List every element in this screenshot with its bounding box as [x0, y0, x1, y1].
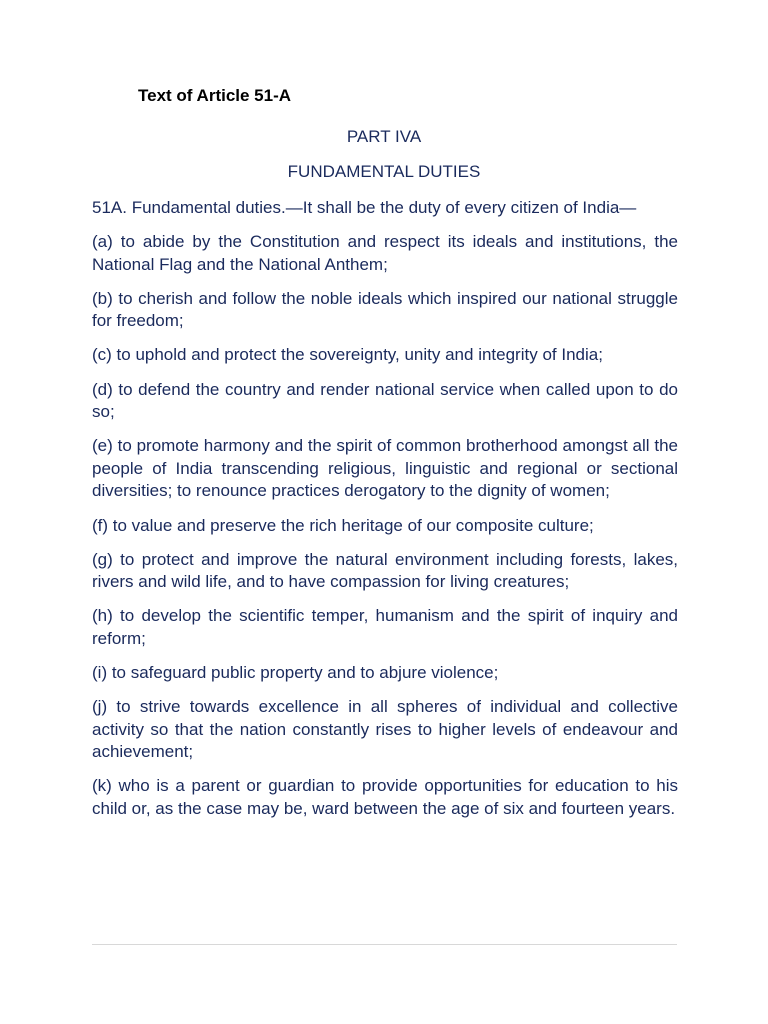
footer-divider: [92, 944, 677, 945]
clause-i: (i) to safeguard public property and to abjure violence;: [92, 663, 499, 682]
clause-h: (h) to develop the scientific temper, humanism and the spirit of inquiry and reform;: [92, 606, 678, 648]
clause-k: (k) who is a parent or guardian to provide opportunities for education to his child or, as the case may be, ward between the age of six and fourteen years.: [92, 776, 678, 818]
clause-a: (a) to abide by the Constitution and respect its ideals and institutions, the National Flag and the National Anthem;: [92, 232, 678, 274]
clause-j: (j) to strive towards excellence in all spheres of individual and collective activity so that the nation constantly rises to higher levels of endeavour and achievement;: [92, 697, 678, 762]
section-title: FUNDAMENTAL DUTIES: [287, 162, 481, 181]
clause-e: (e) to promote harmony and the spirit of common brotherhood amongst all the people of India transcending religious, linguistic and regional or sectional diversities; to renounce practices derogatory to the dignity of women;: [92, 436, 678, 501]
clause-c: (c) to uphold and protect the sovereignty, unity and integrity of India;: [92, 345, 603, 365]
part-label: PART IVA: [346, 127, 422, 146]
intro-paragraph: 51A. Fundamental duties.—It shall be the duty of every citizen of India—: [92, 198, 637, 217]
clause-g: (g) to protect and improve the natural environment including forests, lakes, rivers and wild life, and to have compassion for living creatures;: [92, 549, 678, 592]
clause-d: (d) to defend the country and render national service when called upon to do so;: [92, 379, 678, 422]
document-body: [92, 197, 678, 832]
clause-f: (f) to value and preserve the rich heritage of our composite culture;: [92, 515, 594, 535]
clause-b: (b) to cherish and follow the noble ideals which inspired our national struggle for freedom;: [92, 288, 678, 331]
article-heading: Text of Article 51-A: [138, 86, 292, 105]
